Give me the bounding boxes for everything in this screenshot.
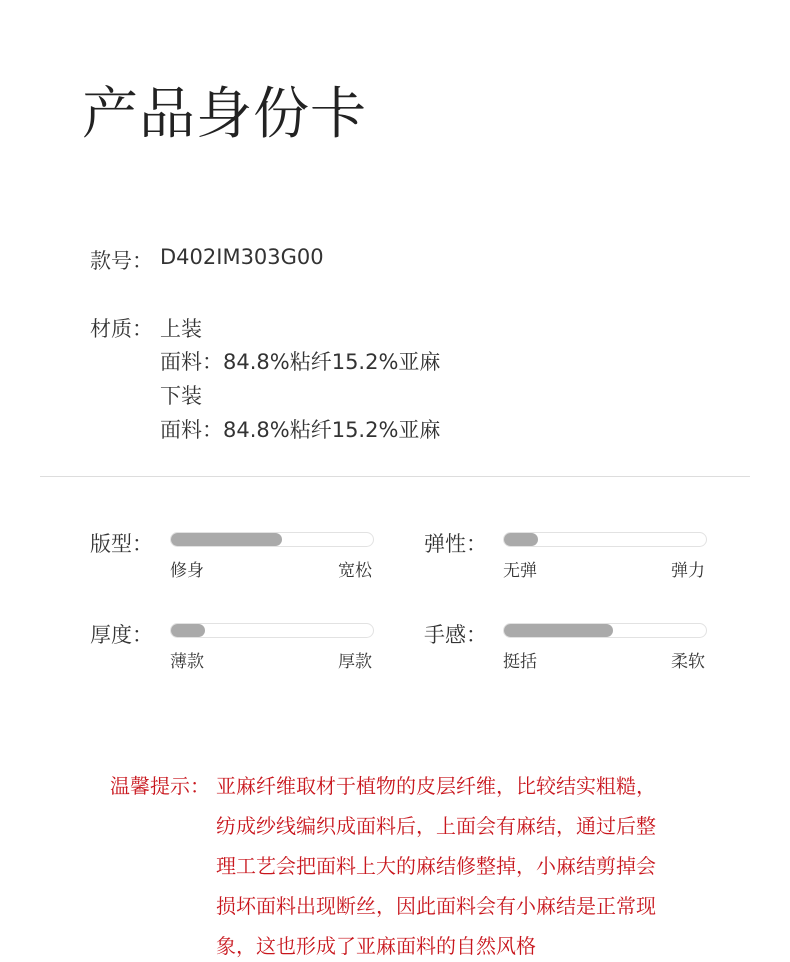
attribute-label: 手感： (424, 623, 487, 647)
attribute-scale-fill (171, 624, 205, 637)
tip-line: 纺成纱线编织成面料后，上面会有麻结，通过后整 (216, 814, 656, 838)
scale-min-label: 修身 (170, 561, 204, 581)
material-line: 上装 (160, 317, 202, 341)
scale-max-label: 厚款 (338, 652, 372, 672)
attribute-scale-fill (171, 533, 282, 546)
attribute-scale-bar (503, 623, 707, 638)
tip-line: 象，这也形成了亚麻面料的自然风格 (216, 934, 536, 958)
attribute-scale-fill (504, 533, 538, 546)
tip-label: 温馨提示： (110, 774, 210, 798)
attribute-label: 弹性： (424, 532, 487, 556)
scale-min-label: 挺括 (503, 652, 537, 672)
tip-line: 理工艺会把面料上大的麻结修整掉，小麻结剪掉会 (216, 854, 656, 878)
scale-max-label: 弹力 (671, 561, 705, 581)
tip-line: 亚麻纤维取材于植物的皮层纤维，比较结实粗糙， (216, 774, 656, 798)
material-line: 下装 (160, 384, 202, 408)
page-title: 产品身份卡 (82, 82, 367, 147)
attribute-label: 厚度： (90, 623, 153, 647)
scale-min-label: 无弹 (503, 561, 537, 581)
scale-max-label: 宽松 (338, 561, 372, 581)
attribute-label: 版型： (90, 532, 153, 556)
attribute-scale-fill (504, 624, 613, 637)
scale-max-label: 柔软 (671, 652, 705, 672)
tip-line: 损坏面料出现断丝，因此面料会有小麻结是正常现 (216, 894, 656, 918)
material-label: 材质： (90, 317, 153, 341)
style-no-label: 款号： (90, 249, 153, 273)
attribute-scale-bar (170, 532, 374, 547)
section-divider (40, 476, 750, 477)
material-line: 面料：84.8%粘纤15.2%亚麻 (160, 418, 441, 442)
scale-min-label: 薄款 (170, 652, 204, 672)
material-line: 面料：84.8%粘纤15.2%亚麻 (160, 350, 441, 374)
style-no-value: D402IM303G00 (160, 245, 324, 269)
attribute-scale-bar (170, 623, 374, 638)
attribute-scale-bar (503, 532, 707, 547)
